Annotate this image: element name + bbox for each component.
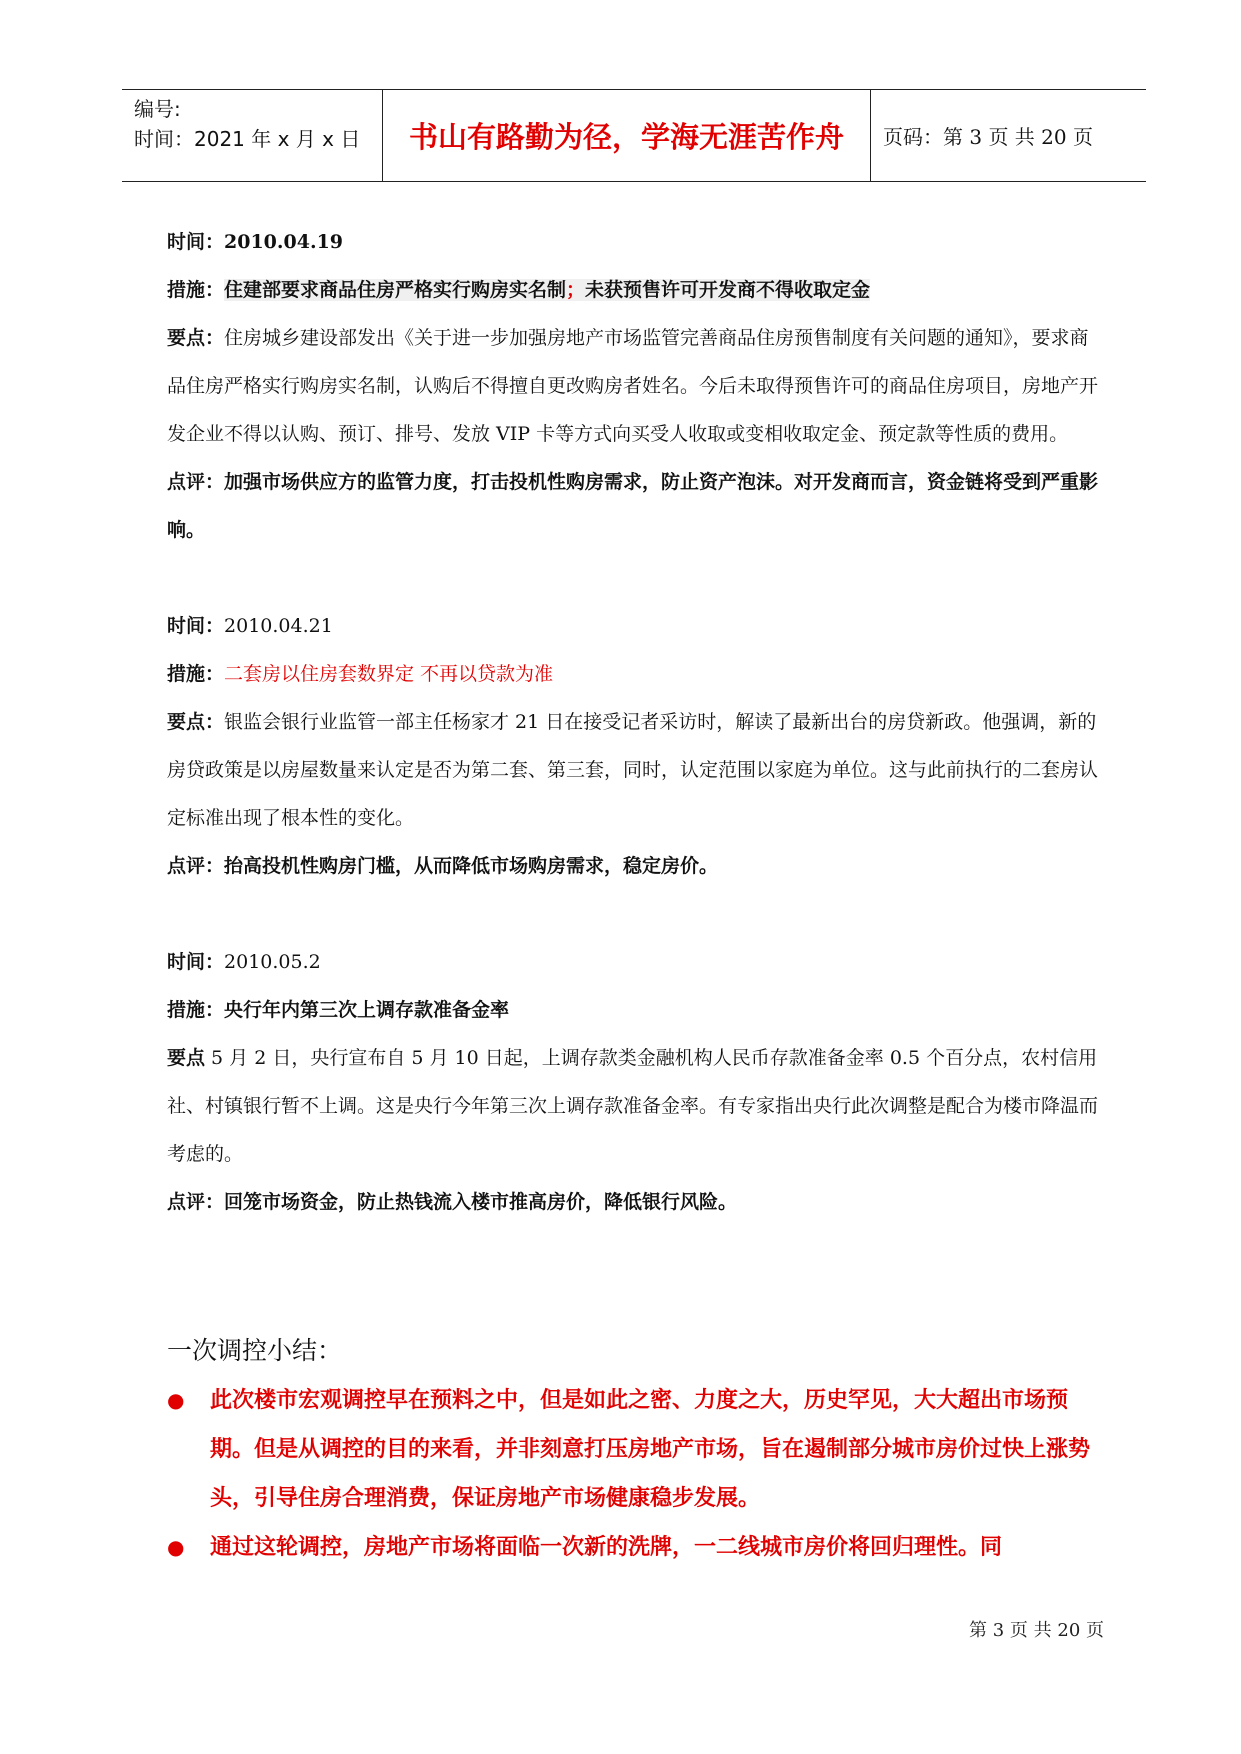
spacer [167, 890, 1107, 938]
points-label: 要点 [167, 1047, 206, 1069]
points-text: 住房城乡建设部发出《关于进一步加强房地产市场监管完善商品住房预售制度有关问题的通知》，要求商品住房严格实行购房实名制，认购后不得擅自更改购房者姓名。今后未取得预售许可的商品住房项目，房地产开发企业不得以认购、预订、排号、发放 VIP 卡等方式向买受人收取或变相收取定金、预定款等性质的费用。 [167, 327, 1099, 445]
summary-list [167, 1376, 1107, 1572]
summary-item-text: 此次楼市宏观调控早在预料之中，但是如此之密、力度之大，历史罕见，大大超出市场预期。但是从调控的目的来看，并非刻意打压房地产市场，旨在遏制部分城市房价过快上涨势头，引导住房合理消费，保证房地产市场健康稳步发展。 [210, 1387, 1091, 1511]
entry-time [167, 602, 1107, 650]
comment-label: 点评： [167, 471, 225, 493]
measure-text: 央行年内第三次上调存款准备金率 [224, 999, 510, 1021]
time-label: 时间： [167, 615, 225, 637]
points-text: 银监会银行业监管一部主任杨家才 21 日在接受记者采访时，解读了最新出台的房贷新政。他强调，新的房贷政策是以房屋数量来认定是否为第二套、第三套，同时，认定范围以家庭为单位。这与此前执行的二套房认定标准出现了根本性的变化。 [167, 711, 1099, 829]
measure-separator: ； [566, 279, 586, 301]
page-footer: 第 3 页 共 20 页 [969, 1620, 1104, 1641]
policy-entry [167, 938, 1107, 1226]
measure-text-part2: 未获预售许可开发商不得收取定金 [585, 279, 871, 301]
summary-item-text: 通过这轮调控，房地产市场将面临一次新的洗牌，一二线城市房价将回归理性。同 [210, 1534, 1003, 1560]
document-body [167, 218, 1107, 1226]
page-header [122, 89, 1146, 182]
points-label: 要点： [167, 711, 225, 733]
document-number-label: 编号: [134, 97, 181, 121]
points-label: 要点： [167, 327, 225, 349]
entry-measure [167, 986, 1107, 1034]
comment-text: 加强市场供应方的监管力度，打击投机性购房需求，防止资产泡沫。对开发商而言，资金链将受到严重影响。 [167, 471, 1099, 541]
measure-text-part1: 住建部要求商品住房严格实行购房实名制 [224, 279, 567, 301]
entry-points [167, 314, 1107, 458]
header-motto: 书山有路勤为径，学海无涯苦作舟 [383, 90, 871, 181]
document-date: 时间：2021 年 x 月 x 日 [134, 127, 361, 151]
entry-comment [167, 1178, 1107, 1226]
entry-points [167, 698, 1107, 842]
policy-entry [167, 602, 1107, 890]
entry-comment [167, 842, 1107, 890]
comment-text: 回笼市场资金，防止热钱流入楼市推高房价，降低银行风险。 [224, 1191, 738, 1213]
summary-item [167, 1376, 1107, 1523]
entry-points [167, 1034, 1107, 1178]
measure-label: 措施： [167, 663, 225, 685]
time-value: 2010.04.19 [224, 231, 344, 253]
time-value: 2010.05.2 [224, 951, 321, 973]
time-value: 2010.04.21 [224, 615, 333, 637]
entry-time [167, 218, 1107, 266]
entry-measure [167, 650, 1107, 698]
comment-text: 抬高投机性购房门槛，从而降低市场购房需求，稳定房价。 [224, 855, 719, 877]
summary-item [167, 1523, 1107, 1572]
time-label: 时间： [167, 951, 225, 973]
measure-label: 措施： [167, 279, 225, 301]
policy-entry [167, 218, 1107, 554]
bullet-icon: ● [167, 1388, 185, 1412]
summary-title: 一次调控小结： [167, 1336, 343, 1365]
entry-measure [167, 266, 1107, 314]
time-label: 时间： [167, 231, 225, 253]
header-page-info: 页码：第 3 页 共 20 页 [883, 125, 1093, 149]
spacer [167, 554, 1107, 602]
bullet-icon: ● [167, 1535, 185, 1559]
entry-time [167, 938, 1107, 986]
measure-text: 二套房以住房套数界定 不再以贷款为准 [224, 663, 554, 685]
points-text: 5 月 2 日，央行宣布自 5 月 10 日起，上调存款类金融机构人民币存款准备金率 0.5 个百分点，农村信用社、村镇银行暂不上调。这是央行今年第三次上调存款准备金率。有专家指出央行此次调整是配合为楼市降温而考虑的。 [167, 1047, 1099, 1165]
entry-comment [167, 458, 1107, 554]
measure-label: 措施： [167, 999, 225, 1021]
comment-label: 点评： [167, 855, 225, 877]
comment-label: 点评： [167, 1191, 225, 1213]
header-meta [122, 90, 383, 181]
